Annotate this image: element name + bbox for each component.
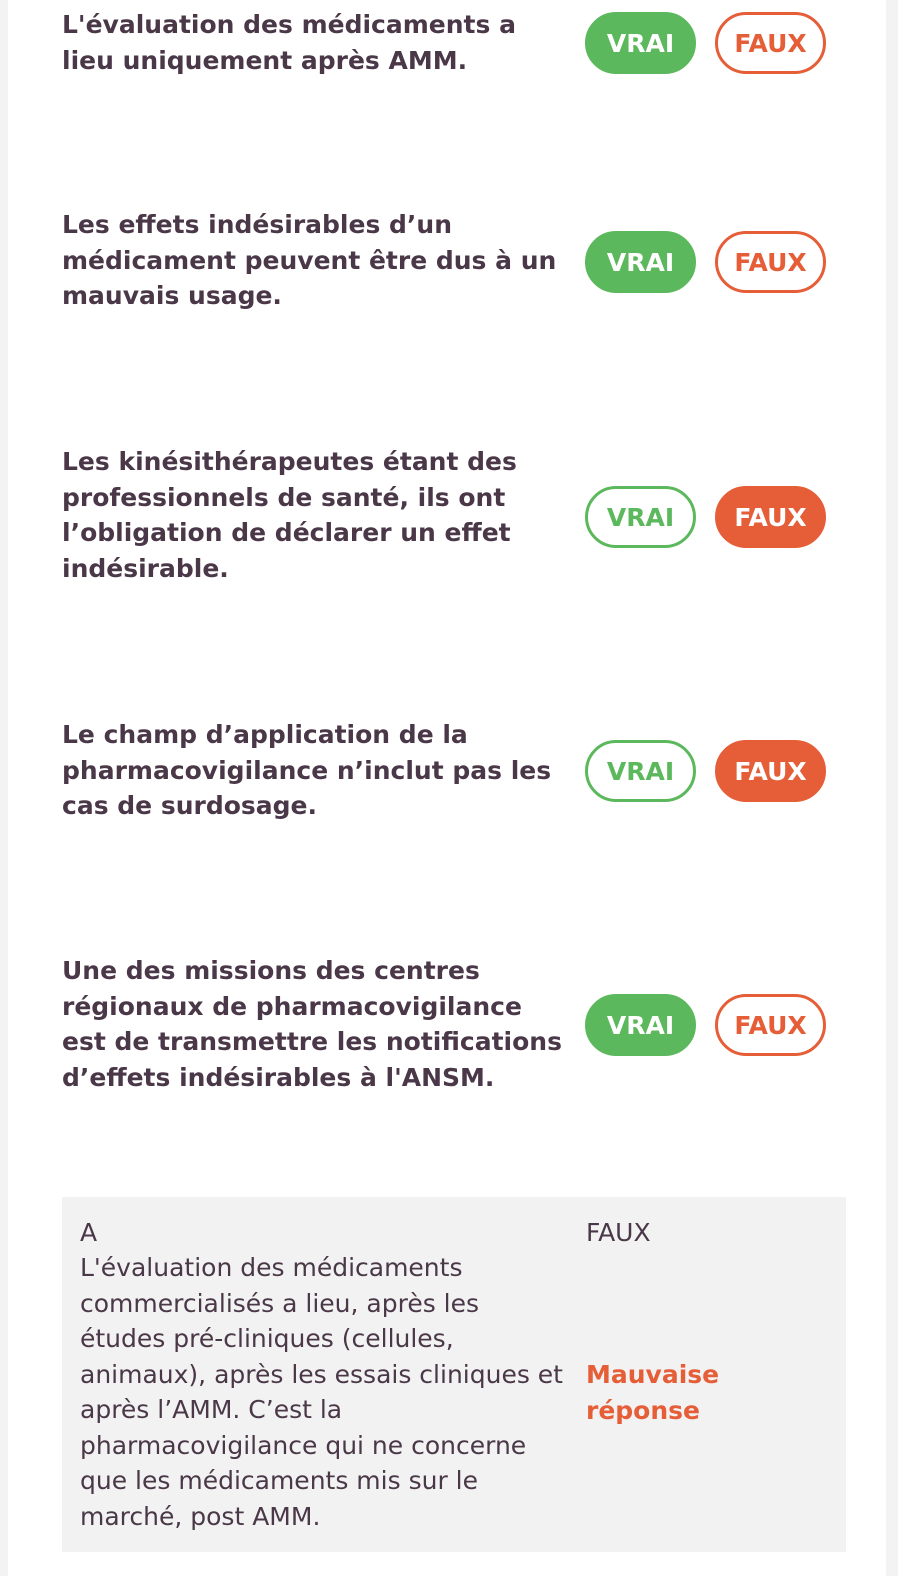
- question-4-text: Le champ d’application de la pharmacovigilance n’inclut pas les cas de surdosage.: [62, 720, 552, 820]
- answer-explanation: L'évaluation des médicaments commercialisés a lieu, après les études pré-cliniques (cellules, animaux), après les essais cliniques et après l’AMM. C’est la pharmacovigilance qui ne concerne que les médicaments mis sur le marché, post AMM.: [80, 1253, 563, 1531]
- left-edge: [0, 0, 8, 1576]
- question-2-text: Les effets indésirables d’un médicament peuvent être dus à un mauvais usage.: [62, 210, 557, 310]
- answer-letter: A: [80, 1218, 98, 1247]
- question-1-text: L'évaluation des médicaments a lieu uniquement après AMM.: [62, 10, 516, 75]
- question-2-faux-button[interactable]: FAUX: [715, 231, 826, 293]
- question-5-vrai-button[interactable]: VRAI: [585, 994, 696, 1056]
- question-3-faux-button[interactable]: FAUX: [715, 486, 826, 548]
- question-3-text: Les kinésithérapeutes étant des professionnels de santé, ils ont l’obligation de déclarer un effet indésirable.: [62, 447, 517, 583]
- correct-answer-value: FAUX: [586, 1218, 651, 1247]
- question-4-vrai-button[interactable]: VRAI: [585, 740, 696, 802]
- answer-feedback-box: [62, 1197, 846, 1552]
- question-1-faux-button[interactable]: FAUX: [715, 12, 826, 74]
- question-2-vrai-button[interactable]: VRAI: [585, 231, 696, 293]
- question-3-vrai-button[interactable]: VRAI: [585, 486, 696, 548]
- right-edge: [886, 0, 898, 1576]
- question-1-vrai-button[interactable]: VRAI: [585, 12, 696, 74]
- question-5-text: Une des missions des centres régionaux de pharmacovigilance est de transmettre les notifications d’effets indésirables à l'ANSM.: [62, 956, 562, 1092]
- question-4-faux-button[interactable]: FAUX: [715, 740, 826, 802]
- answer-result-label: Mauvaise réponse: [586, 1360, 720, 1425]
- question-5-faux-button[interactable]: FAUX: [715, 994, 826, 1056]
